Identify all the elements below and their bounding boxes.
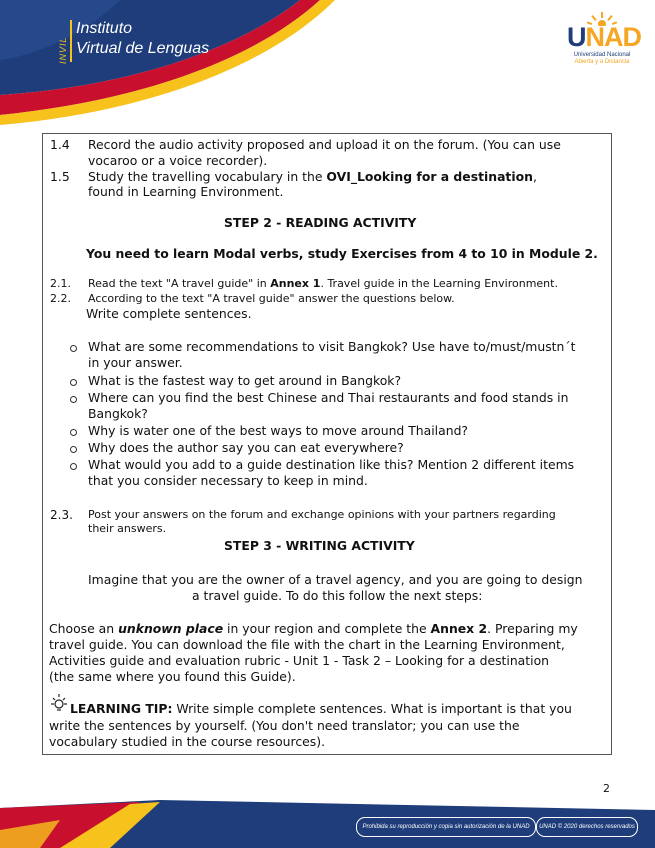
item-2-3-line1: Post your answers on the forum and exchange opinions with your partners regarding: [88, 508, 556, 521]
question-1-line1: What are some recommendations to visit Bangkok? Use have to/must/mustn´t: [88, 339, 576, 354]
item-1-4-number: 1.4: [50, 137, 70, 152]
bullet-icon: [70, 379, 77, 386]
unad-nad: NAD: [585, 22, 641, 52]
question-6-line2: that you consider necessary to keep in mind.: [88, 473, 368, 488]
item-2-3-number: 2.3.: [50, 508, 73, 522]
step3-para-line1: Choose an unknown place in your region and complete the Annex 2. Preparing my: [49, 621, 578, 636]
header-banner: [0, 0, 655, 125]
question-6-line1: What would you add to a guide destination like this? Mention 2 different items: [88, 457, 575, 472]
item-1-5-line1: Study the travelling vocabulary in the OVI_Looking for a destination,: [88, 169, 537, 184]
item-1-4-line2: vocaroo or a voice recorder).: [88, 153, 268, 168]
step3-para-line3: Activities guide and evaluation rubric - Unit 1 - Task 2 – Looking for a destination: [49, 653, 550, 668]
item-1-5-number: 1.5: [50, 169, 70, 184]
step3-intro-line2: a travel guide. To do this follow the next steps:: [192, 588, 483, 603]
item-1-4-line1: Record the audio activity proposed and upload it on the forum. (You can use: [88, 137, 561, 152]
bullet-icon: [70, 396, 77, 403]
unad-subtitle-2: Abierta y a Distancia: [574, 59, 630, 65]
ivl-mark: INVIL: [58, 36, 68, 64]
step3-para-line4: (the same where you found this Guide).: [49, 669, 296, 684]
item-2-1-text: Read the text "A travel guide" in Annex 1. Travel guide in the Learning Environment.: [88, 277, 558, 290]
ovi-link-text: OVI_Looking for a destination: [326, 169, 533, 184]
item-2-2-line2: Write complete sentences.: [86, 306, 252, 321]
item-1-5-line2: found in Learning Environment.: [88, 184, 284, 199]
bullet-icon: [70, 446, 77, 453]
learning-tip-line3: vocabulary studied in the course resources).: [49, 734, 326, 749]
step2-title: STEP 2 - READING ACTIVITY: [224, 215, 417, 230]
unad-subtitle-1: Universidad Nacional: [573, 52, 631, 58]
question-3-line2: Bangkok?: [88, 406, 148, 421]
unad-u: U: [567, 22, 586, 52]
step3-title: STEP 3 - WRITING ACTIVITY: [224, 538, 415, 553]
bullet-icon: [70, 345, 77, 352]
institute-name-line2: Virtual de Lenguas: [76, 40, 210, 57]
lightbulb-icon: [49, 693, 69, 713]
step3-intro-line1: Imagine that you are the owner of a travel agency, and you are going to design: [88, 572, 583, 587]
footer-notice-1: Prohibida su reproducción y copia sin autorización de la UNAD: [356, 817, 536, 837]
step3-para-line2: travel guide. You can download the file with the chart in the Learning Environment,: [49, 637, 565, 652]
learning-tip-label: LEARNING TIP:: [70, 701, 173, 716]
question-1-line2: in your answer.: [88, 355, 183, 370]
item-2-1-number: 2.1.: [50, 277, 71, 290]
unad-logo: [567, 12, 641, 66]
item-2-2-number: 2.2.: [50, 292, 71, 305]
item-2-2-text: According to the text "A travel guide" answer the questions below.: [88, 292, 455, 305]
bullet-icon: [70, 429, 77, 436]
item-2-3-line2: their answers.: [88, 522, 167, 535]
bullet-icon: [70, 463, 77, 470]
learning-tip-line2: write the sentences by yourself. (You don't need translator; you can use the: [49, 718, 520, 733]
question-5: Why does the author say you can eat everywhere?: [88, 440, 404, 455]
step2-note: You need to learn Modal verbs, study Exercises from 4 to 10 in Module 2.: [86, 246, 598, 261]
question-3-line1: Where can you find the best Chinese and Thai restaurants and food stands in: [88, 390, 569, 405]
footer-notice-2: UNAD © 2020 derechos reservados: [536, 817, 638, 837]
learning-tip-line1: LEARNING TIP: Write simple complete sentences. What is important is that you: [70, 701, 572, 716]
question-4: Why is water one of the best ways to move around Thailand?: [88, 423, 469, 438]
institute-name-line1: Instituto: [76, 20, 133, 37]
question-2: What is the fastest way to get around in Bangkok?: [88, 373, 402, 388]
page-number: 2: [603, 782, 610, 795]
